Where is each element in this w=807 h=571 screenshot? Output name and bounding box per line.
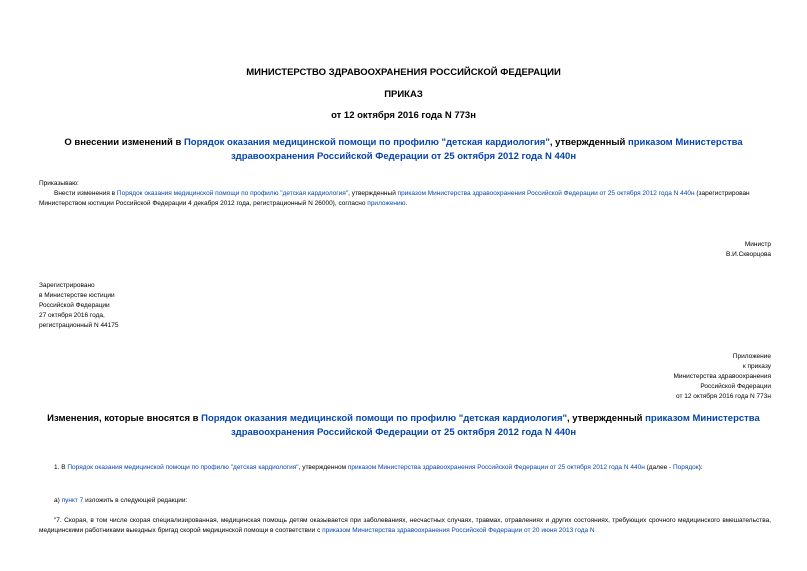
link-procedure[interactable]: Порядок оказания медицинской помощи по профилю "детская кардиология" — [201, 413, 568, 424]
change-item-1 — [39, 463, 771, 473]
title-prefix: О внесении изменений в — [64, 137, 184, 148]
para-text: , утвержденном — [298, 464, 348, 471]
signer-position: Министр — [744, 241, 771, 248]
order-paragraph — [39, 189, 771, 209]
change-item-7-text — [39, 516, 771, 536]
para-text: ): — [698, 464, 703, 471]
link-appendix[interactable]: приложению — [367, 200, 406, 207]
link-procedure-short[interactable]: Порядок — [672, 464, 699, 471]
appendix-line: Приложение — [732, 353, 771, 360]
appendix-block — [674, 352, 772, 402]
para-text: Внести изменения в — [54, 190, 117, 197]
link-procedure[interactable]: Порядок оказания медицинской помощи по профилю "детская кардиология" — [67, 464, 299, 471]
appendix-line: от 12 октября 2016 года N 773н — [675, 393, 771, 400]
appendix-line: Министерства здравоохранения — [673, 373, 771, 380]
para-text: , утвержденный — [348, 190, 398, 197]
appendix-line: к приказу — [742, 363, 771, 370]
para-text: а) — [54, 497, 62, 504]
registration-line: Российской Федерации — [39, 302, 110, 309]
para-text: "7. Скорая, в том числе скорая специализированная, медицинская помощь детям оказывается при заболеваниях, несчастных случаях, травмах, отравлениях и других состояниях, требующих срочного медицинского вмешательства, медицинскими работниками выездных бригад скорой медицинской помощи в соответствии с — [39, 517, 771, 534]
registration-line: 27 октября 2016 года, — [39, 312, 105, 319]
para-text: 1. В — [54, 464, 68, 471]
link-procedure[interactable]: Порядок оказания медицинской помощи по профилю "детская кардиология" — [116, 190, 349, 197]
registration-line: в Министерстве юстиции — [39, 292, 115, 299]
link-point-7[interactable]: пункт 7 — [61, 497, 84, 504]
link-order-440n[interactable]: приказом Министерства здравоохранения Российской Федерации от 25 октября 2012 года N 440н — [347, 464, 645, 471]
order-title — [40, 136, 767, 164]
changes-title — [40, 412, 767, 440]
order-heading: ПРИКАЗ — [384, 89, 423, 100]
link-procedure[interactable]: Порядок оказания медицинской помощи по профилю "детская кардиология" — [183, 137, 550, 148]
appendix-line: Российской Федерации — [700, 383, 771, 390]
title-prefix: Изменения, которые вносятся в — [47, 413, 202, 424]
link-order-2013[interactable]: приказом Министерства здравоохранения Российской Федерации от 20 июня 2013 года N — [322, 527, 595, 534]
registration-block — [39, 281, 119, 331]
order-directive: Приказываю: — [39, 180, 79, 187]
title-mid: , утвержденный — [567, 413, 646, 424]
registration-line: Зарегистрировано — [39, 282, 95, 289]
signature-block — [726, 240, 771, 260]
para-text: (далее - — [644, 464, 673, 471]
registration-line: регистрационный N 44175 — [39, 322, 119, 329]
signer-name: В.И.Скворцова — [725, 251, 771, 258]
para-text: (зарегистрирован Министерством юстиции Российской Федерации 4 декабря 2012 года, регистрационный N 26000), согласно — [39, 190, 750, 207]
order-date: от 12 октября 2016 года N 773н — [331, 110, 476, 121]
link-order-440n[interactable]: приказом Министерства здравоохранения Российской Федерации от 25 октября 2012 года N 440н — [230, 137, 743, 162]
link-order-440n[interactable]: приказом Министерства здравоохранения Российской Федерации от 25 октября 2012 года N 440н — [230, 413, 760, 438]
link-order-440n[interactable]: приказом Министерства здравоохранения Российской Федерации от 25 октября 2012 года N 440н — [397, 190, 695, 197]
para-text: изложить в следующей редакции: — [83, 497, 188, 504]
ministry-heading: МИНИСТЕРСТВО ЗДРАВООХРАНЕНИЯ РОССИЙСКОЙ ФЕДЕРАЦИИ — [246, 67, 561, 78]
change-item-a — [54, 496, 187, 506]
title-mid: , утвержденный — [549, 137, 628, 148]
para-text: . — [405, 200, 408, 207]
